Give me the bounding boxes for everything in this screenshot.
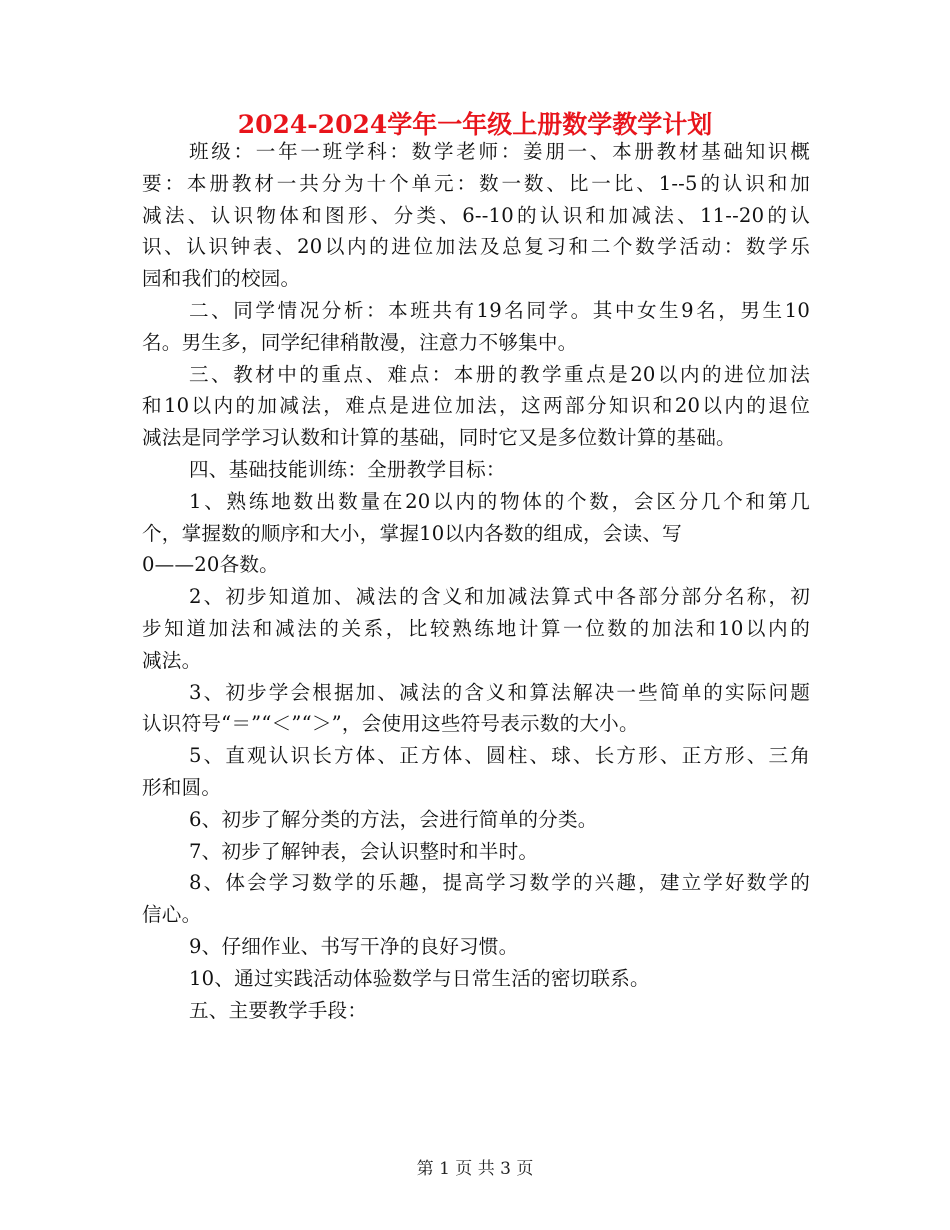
text-line: 认识符号“＝”“＜”“＞”，会使用这些符号表示数的大小。 [142, 712, 639, 736]
document-body [142, 136, 810, 1026]
text-line: 3、初步学会根据加、减法的含义和算法解决一些简单的实际问题 [189, 680, 810, 704]
text-line: 1、熟练地数出数量在20以内的物体的个数，会区分几个和第几 [189, 489, 810, 513]
paragraph-teaching-methods [142, 995, 810, 1027]
text-line: 名。男生多，同学纪律稍散漫，注意力不够集中。 [142, 330, 578, 354]
text-line: 识、认识钟表、20以内的进位加法及总复习和二个数学活动：数学乐 [142, 235, 810, 259]
text-line: 减法。 [142, 648, 202, 672]
paragraph-goal-5 [142, 740, 810, 804]
text-line: 2、初步知道加、减法的含义和加减法算式中各部分部分名称，初 [189, 585, 810, 609]
paragraph-student-analysis [142, 295, 810, 359]
page-footer: 第 1 页 共 3 页 [416, 1159, 534, 1179]
text-line: 0——20各数。 [142, 553, 279, 577]
text-line: 步知道加法和减法的关系，比较熟练地计算一位数的加法和10以内的 [142, 616, 810, 640]
paragraph-goal-6 [142, 804, 810, 836]
text-line: 班级：一年一班学科：数学老师：姜朋一、本册教材基础知识概 [189, 140, 810, 163]
paragraph-goal-3 [142, 677, 810, 741]
text-line: 三、教材中的重点、难点：本册的教学重点是20以内的进位加法 [189, 362, 810, 386]
text-line: 信心。 [142, 903, 202, 927]
text-line: 园和我们的校园。 [142, 267, 301, 291]
document-title: 2024-2024学年一年级上册数学教学计划 [237, 110, 713, 139]
paragraph-goal-7 [142, 836, 810, 868]
text-line: 6、初步了解分类的方法，会进行简单的分类。 [189, 807, 598, 831]
paragraph-goal-1 [142, 486, 810, 581]
text-line: 四、基础技能训练：全册教学目标： [189, 457, 506, 481]
text-line: 个，掌握数的顺序和大小，掌握10以内各数的组成，会读、写 [142, 521, 682, 545]
text-line: 形和圆。 [142, 775, 222, 799]
paragraph-intro [142, 136, 810, 295]
paragraph-goal-9 [142, 931, 810, 963]
text-line: 8、体会学习数学的乐趣，提高学习数学的兴趣，建立学好数学的 [189, 871, 810, 895]
text-line: 10、通过实践活动体验数学与日常生活的密切联系。 [189, 966, 650, 990]
paragraph-goal-2 [142, 581, 810, 676]
text-line: 要：本册教材一共分为十个单元：数一数、比一比、1--5的认识和加 [142, 171, 810, 195]
paragraph-goal-10 [142, 963, 810, 995]
paragraph-goal-8 [142, 867, 810, 931]
text-line: 和10以内的加减法，难点是进位加法，这两部分知识和20以内的退位 [142, 394, 810, 418]
text-line: 5、直观认识长方体、正方体、圆柱、球、长方形、正方形、三角 [189, 744, 810, 768]
text-line: 五、主要教学手段： [189, 998, 368, 1022]
text-line: 减法是同学学习认数和计算的基础，同时它又是多位数计算的基础。 [142, 426, 736, 450]
text-line: 减法、认识物体和图形、分类、6--10的认识和加减法、11--20的认 [142, 203, 810, 227]
text-line: 9、仔细作业、书写干净的良好习惯。 [189, 934, 519, 958]
paragraph-skills-heading [142, 454, 810, 486]
text-line: 二、同学情况分析：本班共有19名同学。其中女生9名，男生10 [189, 298, 810, 322]
paragraph-key-points [142, 359, 810, 454]
text-line: 7、初步了解钟表，会认识整时和半时。 [189, 839, 539, 863]
